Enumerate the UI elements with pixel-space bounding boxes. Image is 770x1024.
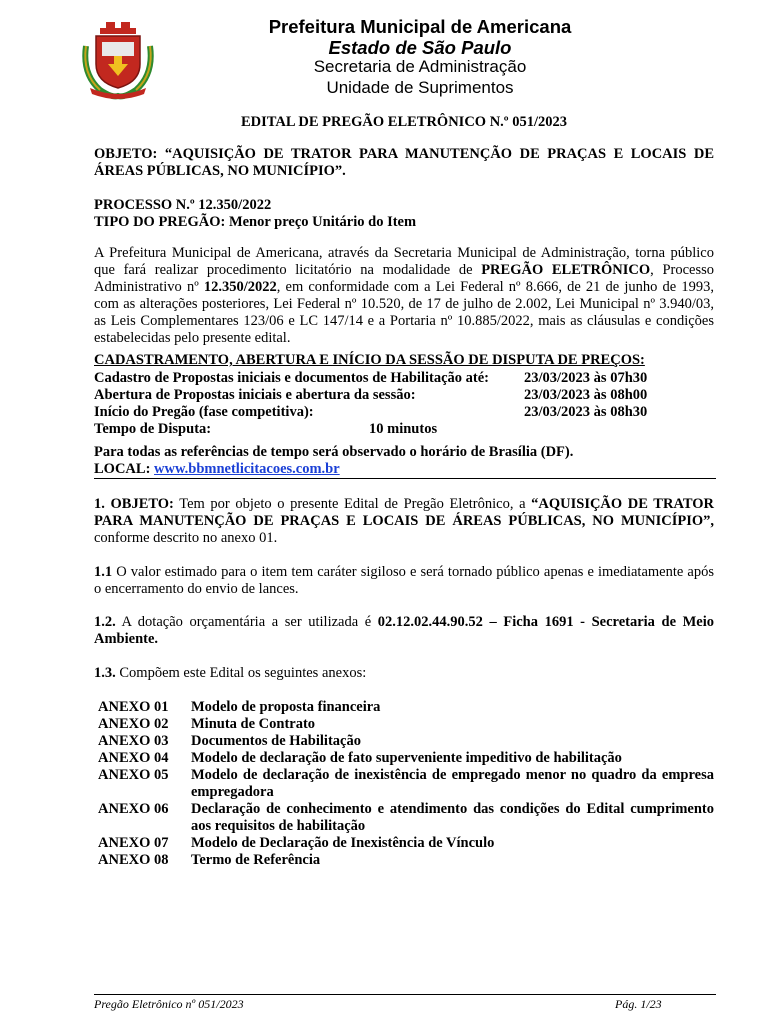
header-municipality: Prefeitura Municipal de Americana <box>268 16 572 37</box>
annex-code: ANEXO 06 <box>98 801 169 817</box>
schedule-label: Cadastro de Propostas iniciais e documentos de Habilitação até: <box>94 370 489 386</box>
schedule-row <box>94 387 714 404</box>
intro-paragraph <box>94 245 714 347</box>
intro-bold-1: PREGÃO ELETRÔNICO <box>481 262 651 278</box>
local-label: LOCAL: <box>94 461 155 477</box>
footer-page-number: Pág. 1/23 <box>615 997 662 1011</box>
auction-type-value: : Menor preço Unitário do Item <box>220 214 417 230</box>
auction-type <box>94 214 714 231</box>
intro-text-1: A Prefeitura Municipal de Americana, através da Secretaria Municipal de Administração, torna público que fará realizar procedimento licitatório na modalidade de <box>94 245 714 278</box>
schedule-value: 23/03/2023 às 08h00 <box>524 387 648 403</box>
schedule-value: 23/03/2023 às 08h30 <box>524 404 648 420</box>
section-1-2 <box>94 614 714 648</box>
annex-description: Documentos de Habilitação <box>191 733 361 749</box>
annex-description: Modelo de declaração de inexistência de empregado menor no quadro da empresa empregadora <box>191 767 714 800</box>
schedule-heading: CADASTRAMENTO, ABERTURA E INÍCIO DA SESSÃO DE DISPUTA DE PREÇOS: <box>94 352 645 368</box>
intro-text-2: , Processo Administrativo nº <box>94 262 714 295</box>
section-number: 1. OBJETO: <box>94 496 174 512</box>
header-secretariat: Secretaria de Administração <box>313 57 527 76</box>
schedule-value: 10 minutos <box>369 421 438 437</box>
annex-description: Modelo de proposta financeira <box>191 699 381 715</box>
annex-code: ANEXO 01 <box>98 699 169 715</box>
footer-divider <box>94 994 716 995</box>
intro-bold-2: 12.350/2022 <box>203 279 277 295</box>
annex-description: Declaração de conhecimento e atendimento das condições do Edital cumprimento aos requisitos de habilitação <box>191 801 714 834</box>
section-tail: conforme descrito no anexo 01. <box>94 530 278 546</box>
annex-code: ANEXO 07 <box>98 835 169 851</box>
schedule-label: Abertura de Propostas iniciais e abertura da sessão: <box>94 387 416 403</box>
schedule-row <box>94 421 714 438</box>
schedule-label: Tempo de Disputa: <box>94 421 212 437</box>
annex-description: Modelo de declaração de fato superveniente impeditivo de habilitação <box>191 750 622 766</box>
header-unit: Unidade de Suprimentos <box>326 78 514 97</box>
coat-of-arms-logo <box>78 16 158 100</box>
footer-document-id: Pregão Eletrônico nº 051/2023 <box>94 997 244 1011</box>
auction-type-label: TIPO DO PREGÃO <box>94 214 221 230</box>
section-text: Tem por objeto o presente Edital de Pregão Eletrônico, a <box>173 496 532 512</box>
annex-description: Minuta de Contrato <box>191 716 316 732</box>
document-title: EDITAL DE PREGÃO ELETRÔNICO N.º 051/2023 <box>241 114 567 130</box>
section-1-3 <box>94 665 714 682</box>
process-number: PROCESSO N.º 12.350/2022 <box>94 197 272 213</box>
section-bold: 02.12.02.44.90.52 – Ficha 1691 - Secretaria de Meio Ambiente. <box>94 614 714 647</box>
intro-text-3: , em conformidade com a Lei Federal nº 8.666, de 21 de junho de 1993, com as alterações posteriores, Lei Federal nº 10.520, de 17 de julho de 2.002, Lei Municipal nº 3.940/03, as Leis Complementares 123/06 e LC 147/14 e a Portaria nº 10.885/2022, mais as cláusulas e condições estabelecidas pelo presente edital. <box>94 279 715 346</box>
section-1-objeto <box>94 496 714 547</box>
schedule-label: Início do Pregão (fase competitiva): <box>94 404 314 420</box>
object-statement: OBJETO: “AQUISIÇÃO DE TRATOR PARA MANUTENÇÃO DE PRAÇAS E LOCAIS DE ÁREAS PÚBLICAS, NO MUNICÍPIO”. <box>94 146 714 179</box>
section-bold: “AQUISIÇÃO DE TRATOR PARA MANUTENÇÃO DE PRAÇAS E LOCAIS DE ÁREAS PÚBLICAS, NO MUNICÍPIO”, <box>94 496 714 529</box>
section-number: 1.3. <box>94 665 116 681</box>
schedule-row <box>94 370 714 387</box>
annex-description: Termo de Referência <box>191 852 321 868</box>
annex-code: ANEXO 03 <box>98 733 169 749</box>
section-number: 1.1 <box>94 564 113 580</box>
annex-description: Modelo de Declaração de Inexistência de Vínculo <box>191 835 495 851</box>
header-state: Estado de São Paulo <box>328 37 512 58</box>
section-text: Compõem este Edital os seguintes anexos: <box>115 665 367 681</box>
annex-code: ANEXO 02 <box>98 716 169 732</box>
section-text: A dotação orçamentária a ser utilizada é <box>115 614 378 630</box>
annex-code: ANEXO 04 <box>98 750 169 766</box>
annex-code: ANEXO 05 <box>98 767 169 783</box>
bbmnet-link[interactable]: www.bbmnetlicitacoes.com.br <box>154 461 340 477</box>
section-text: O valor estimado para o item tem caráter sigiloso e será tornado público apenas e imediatamente após o encerramento do envio de lances. <box>94 564 714 597</box>
section-1-1 <box>94 564 714 598</box>
time-reference-note: Para todas as referências de tempo será observado o horário de Brasília (DF). <box>94 444 574 460</box>
annex-code: ANEXO 08 <box>98 852 169 868</box>
schedule-row <box>94 404 714 421</box>
schedule-value: 23/03/2023 às 07h30 <box>524 370 648 386</box>
local-line <box>94 461 714 478</box>
section-number: 1.2. <box>94 614 116 630</box>
section-divider <box>94 478 716 479</box>
